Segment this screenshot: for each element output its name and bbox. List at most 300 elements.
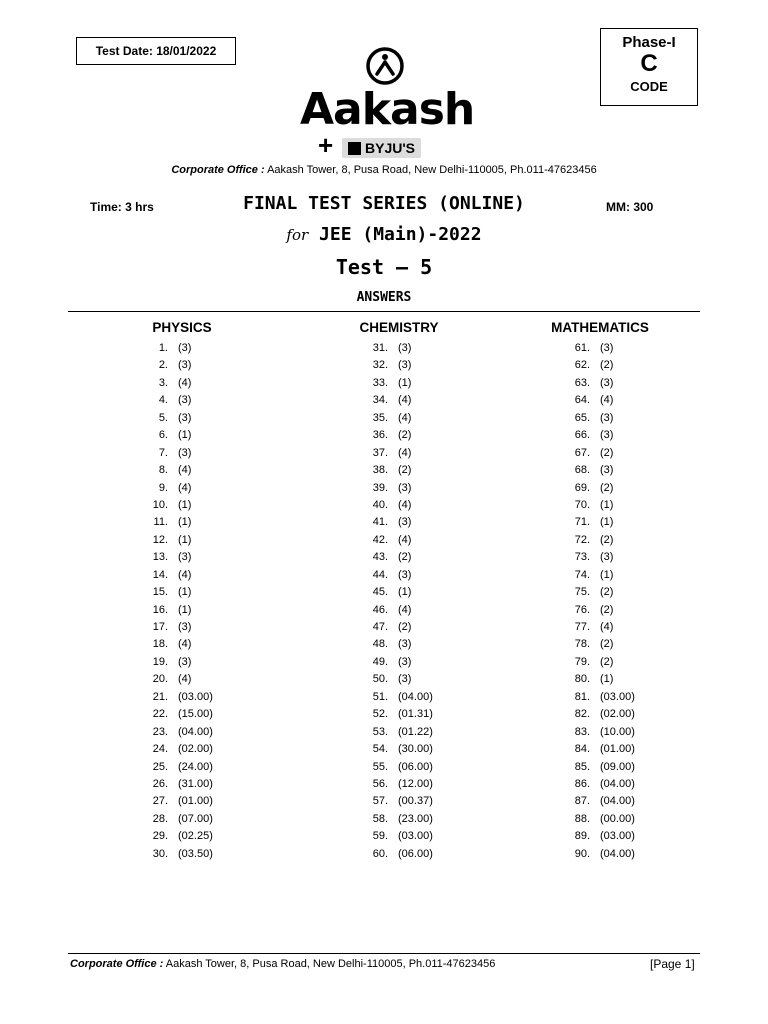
answer-value: (1)	[600, 498, 614, 511]
question-number: 69.	[574, 481, 590, 494]
answer-row	[560, 412, 635, 429]
answer-value: (1)	[178, 586, 192, 599]
answer-value: (4)	[178, 464, 192, 477]
answer-value: (02.00)	[600, 708, 635, 721]
answer-value: (03.00)	[600, 830, 635, 843]
answer-value: (04.00)	[178, 725, 213, 738]
byjus-label: BYJU'S	[365, 140, 416, 156]
answer-row	[138, 743, 213, 760]
answer-value: (1)	[600, 673, 614, 686]
question-number: 82.	[574, 708, 590, 721]
code-label: CODE	[630, 79, 668, 94]
section-title-mathematics: MATHEMATICS	[551, 320, 649, 335]
question-number: 62.	[574, 359, 590, 372]
answer-row	[138, 429, 213, 446]
answer-row	[138, 464, 213, 481]
answer-row	[358, 429, 433, 446]
answer-value: (4)	[398, 498, 412, 511]
answer-row	[358, 726, 433, 743]
answer-value: (10.00)	[600, 725, 635, 738]
answer-value: (3)	[600, 429, 614, 442]
answer-value: (2)	[600, 533, 614, 546]
answer-row	[560, 569, 635, 586]
answer-row	[560, 359, 635, 376]
answer-row	[138, 359, 213, 376]
answer-value: (2)	[398, 621, 412, 633]
answer-row	[358, 342, 433, 359]
answer-value: (1)	[398, 376, 412, 389]
bottom-divider	[68, 953, 700, 954]
answer-row	[560, 638, 635, 655]
question-number: 31.	[372, 342, 388, 354]
footer-corporate-address: Aakash Tower, 8, Pusa Road, New Delhi-110005, Ph.011-47623456	[163, 958, 496, 970]
question-number: 64.	[574, 394, 590, 407]
answer-value: (09.00)	[600, 760, 635, 773]
question-number: 81.	[574, 690, 590, 703]
answer-value: (4)	[178, 638, 192, 651]
time-label: Time: 3 hrs	[90, 200, 154, 214]
question-number: 28.	[152, 812, 168, 825]
question-number: 22.	[152, 708, 168, 721]
answer-row	[358, 516, 433, 533]
question-number: 26.	[152, 777, 168, 790]
answer-row	[358, 691, 433, 708]
answer-row	[560, 778, 635, 795]
answer-row	[138, 778, 213, 795]
answer-value: (3)	[398, 655, 412, 668]
question-number: 18.	[152, 638, 168, 651]
answer-row	[560, 464, 635, 481]
code-box	[600, 28, 698, 106]
section-title-chemistry: CHEMISTRY	[359, 320, 439, 335]
question-number: 1.	[158, 342, 168, 354]
answer-value: (3)	[178, 551, 192, 564]
answer-row	[560, 604, 635, 621]
question-number: 6.	[158, 429, 168, 442]
for-label: for	[286, 226, 309, 244]
answer-row	[358, 551, 433, 568]
question-number: 67.	[574, 446, 590, 459]
answer-row	[138, 586, 213, 603]
answer-row	[138, 499, 213, 516]
question-number: 58.	[372, 812, 388, 825]
answer-row	[560, 429, 635, 446]
answer-value: (3)	[398, 481, 412, 494]
answer-row	[358, 761, 433, 778]
answer-row	[138, 342, 213, 359]
question-number: 53.	[372, 725, 388, 738]
answer-value: (01.31)	[398, 708, 433, 721]
answer-value: (24.00)	[178, 760, 213, 773]
question-number: 23.	[152, 725, 168, 738]
answer-value: (2)	[600, 655, 614, 668]
answer-row	[358, 638, 433, 655]
question-number: 43.	[372, 551, 388, 564]
byjus-badge	[342, 138, 421, 158]
answer-value: (3)	[600, 464, 614, 477]
answer-value: (2)	[600, 586, 614, 599]
answer-value: (30.00)	[398, 743, 433, 756]
answer-value: (3)	[178, 394, 192, 407]
question-number: 10.	[152, 498, 168, 511]
answer-row	[358, 482, 433, 499]
answer-value: (2)	[600, 359, 614, 372]
question-number: 32.	[372, 359, 388, 372]
question-number: 88.	[574, 812, 590, 825]
question-number: 40.	[372, 498, 388, 511]
exam-name: JEE (Main)-2022	[319, 224, 482, 245]
answer-value: (4)	[600, 394, 614, 407]
question-number: 8.	[158, 464, 168, 477]
question-number: 36.	[372, 429, 388, 442]
answer-row	[138, 394, 213, 411]
question-number: 38.	[372, 464, 388, 477]
answer-value: (4)	[600, 621, 614, 633]
question-number: 75.	[574, 586, 590, 599]
answer-column-physics	[138, 342, 213, 865]
answer-value: (4)	[398, 411, 412, 424]
series-title: FINAL TEST SERIES (ONLINE)	[243, 193, 525, 214]
answer-value: (01.00)	[178, 795, 213, 808]
aakash-logo	[300, 46, 475, 162]
answer-row	[358, 830, 433, 847]
answer-row	[358, 586, 433, 603]
question-number: 11.	[153, 516, 168, 529]
section-title-physics: PHYSICS	[152, 320, 212, 335]
answer-row	[138, 708, 213, 725]
answer-row	[560, 482, 635, 499]
answer-row	[358, 743, 433, 760]
question-number: 44.	[372, 568, 388, 581]
question-number: 46.	[372, 603, 388, 616]
answer-value: (15.00)	[178, 708, 213, 721]
question-number: 9.	[158, 481, 168, 494]
question-number: 87.	[574, 795, 590, 808]
answer-value: (1)	[600, 516, 614, 529]
footer-corporate-label: Corporate Office :	[70, 958, 164, 970]
answer-row	[560, 377, 635, 394]
answer-row	[358, 394, 433, 411]
answer-value: (04.00)	[600, 777, 635, 790]
question-number: 7.	[158, 446, 168, 459]
answer-row	[138, 813, 213, 830]
question-number: 65.	[574, 411, 590, 424]
question-number: 21.	[152, 690, 168, 703]
answer-value: (01.00)	[600, 743, 635, 756]
corporate-office-address: Aakash Tower, 8, Pusa Road, New Delhi-110005, Ph.011-47623456	[264, 164, 597, 176]
question-number: 25.	[152, 760, 168, 773]
answer-row	[358, 499, 433, 516]
question-number: 5.	[158, 411, 168, 424]
answer-row	[560, 656, 635, 673]
answer-value: (2)	[600, 603, 614, 616]
answer-row	[560, 673, 635, 690]
page-number: [Page 1]	[650, 957, 695, 971]
answer-row	[560, 534, 635, 551]
question-number: 90.	[574, 847, 590, 860]
answer-row	[358, 359, 433, 376]
answer-row	[560, 586, 635, 603]
answer-value: (03.00)	[398, 830, 433, 843]
question-number: 59.	[372, 830, 388, 843]
answer-row	[358, 795, 433, 812]
answer-row	[138, 761, 213, 778]
question-number: 83.	[574, 725, 590, 738]
answer-row	[138, 534, 213, 551]
corporate-office-header	[0, 164, 768, 176]
question-number: 2.	[158, 359, 168, 372]
question-number: 89.	[574, 830, 590, 843]
question-number: 4.	[158, 394, 168, 407]
answer-row	[138, 412, 213, 429]
top-divider	[68, 311, 700, 312]
answer-value: (2)	[600, 446, 614, 459]
aakash-emblem-icon	[365, 46, 405, 86]
answer-value: (1)	[178, 516, 192, 529]
question-number: 33.	[372, 376, 388, 389]
question-number: 12.	[152, 533, 168, 546]
answer-value: (4)	[398, 603, 412, 616]
question-number: 71.	[574, 516, 590, 529]
answer-row	[138, 621, 213, 638]
answer-value: (1)	[178, 429, 192, 442]
exam-title	[0, 224, 768, 245]
question-number: 27.	[152, 795, 168, 808]
answer-row	[358, 464, 433, 481]
question-number: 51.	[372, 690, 388, 703]
answer-row	[560, 621, 635, 638]
answer-value: (12.00)	[398, 777, 433, 790]
question-number: 63.	[574, 376, 590, 389]
question-number: 57.	[372, 795, 388, 808]
answer-row	[560, 708, 635, 725]
answer-value: (3)	[178, 359, 192, 372]
answer-value: (03.50)	[178, 847, 213, 860]
question-number: 42.	[372, 533, 388, 546]
answer-value: (3)	[178, 655, 192, 668]
answer-value: (03.00)	[178, 690, 213, 703]
answer-value: (03.00)	[600, 690, 635, 703]
answer-value: (4)	[178, 568, 192, 581]
answer-row	[560, 848, 635, 865]
question-number: 37.	[372, 446, 388, 459]
answer-row	[138, 848, 213, 865]
answer-row	[358, 656, 433, 673]
answer-row	[138, 516, 213, 533]
question-number: 76.	[574, 603, 590, 616]
answer-row	[358, 848, 433, 865]
answer-value: (1)	[178, 498, 192, 511]
phase-label: Phase-I	[622, 34, 676, 51]
question-number: 56.	[372, 777, 388, 790]
answer-value: (3)	[600, 342, 614, 354]
answer-value: (31.00)	[178, 777, 213, 790]
answer-value: (3)	[178, 446, 192, 459]
answer-value: (06.00)	[398, 847, 433, 860]
question-number: 54.	[372, 743, 388, 756]
answer-value: (3)	[398, 342, 412, 354]
answer-row	[560, 691, 635, 708]
answer-row	[560, 499, 635, 516]
question-number: 13.	[152, 551, 168, 564]
answer-row	[138, 377, 213, 394]
corporate-office-label: Corporate Office :	[171, 164, 265, 176]
test-date: Test Date: 18/01/2022	[76, 37, 236, 65]
question-number: 29.	[152, 830, 168, 843]
answer-value: (2)	[398, 464, 412, 477]
answer-row	[358, 569, 433, 586]
answer-row	[358, 377, 433, 394]
answer-row	[138, 569, 213, 586]
answer-row	[358, 447, 433, 464]
answer-value: (4)	[178, 481, 192, 494]
answer-value: (3)	[398, 638, 412, 651]
answer-column-mathematics	[560, 342, 635, 865]
test-title: Test – 5	[335, 255, 433, 279]
answer-value: (3)	[178, 411, 192, 424]
question-number: 34.	[372, 394, 388, 407]
answer-value: (00.37)	[398, 795, 433, 808]
answer-value: (2)	[600, 638, 614, 651]
code-letter: C	[640, 50, 658, 77]
answer-row	[358, 708, 433, 725]
answer-row	[560, 551, 635, 568]
answers-heading: ANSWERS	[356, 290, 412, 305]
max-marks-label: MM: 300	[606, 200, 654, 214]
byjus-square-icon	[348, 142, 361, 155]
answer-value: (07.00)	[178, 812, 213, 825]
answer-value: (3)	[600, 551, 614, 564]
answer-value: (1)	[398, 586, 412, 599]
answer-value: (3)	[398, 673, 412, 686]
answer-row	[138, 482, 213, 499]
answer-value: (04.00)	[600, 795, 635, 808]
question-number: 35.	[372, 411, 388, 424]
logo-wordmark: Aakash	[300, 84, 475, 135]
answer-row	[138, 551, 213, 568]
question-number: 49.	[372, 655, 388, 668]
answer-value: (02.25)	[178, 830, 213, 843]
answer-row	[560, 795, 635, 812]
answer-row	[138, 638, 213, 655]
answer-value: (3)	[178, 621, 192, 633]
answer-row	[560, 394, 635, 411]
answer-value: (4)	[178, 376, 192, 389]
question-number: 78.	[574, 638, 590, 651]
answer-row	[358, 534, 433, 551]
question-number: 3.	[158, 376, 168, 389]
answer-row	[560, 813, 635, 830]
answer-row	[358, 412, 433, 429]
answer-row	[560, 447, 635, 464]
question-number: 47.	[372, 621, 388, 633]
answer-row	[138, 604, 213, 621]
question-number: 68.	[574, 464, 590, 477]
question-number: 41.	[372, 516, 388, 529]
answer-value: (3)	[398, 516, 412, 529]
question-number: 74.	[574, 568, 590, 581]
answer-value: (2)	[600, 481, 614, 494]
answer-row	[358, 604, 433, 621]
answer-value: (1)	[600, 568, 614, 581]
answer-row	[560, 830, 635, 847]
answer-value: (00.00)	[600, 812, 635, 825]
question-number: 50.	[372, 673, 388, 686]
question-number: 14.	[152, 568, 168, 581]
answer-value: (23.00)	[398, 812, 433, 825]
answer-value: (4)	[398, 446, 412, 459]
answer-row	[138, 795, 213, 812]
question-number: 85.	[574, 760, 590, 773]
question-number: 73.	[574, 551, 590, 564]
answer-row	[138, 447, 213, 464]
answer-value: (3)	[398, 568, 412, 581]
answer-value: (1)	[178, 533, 192, 546]
answer-value: (4)	[398, 394, 412, 407]
answer-value: (04.00)	[600, 847, 635, 860]
answer-value: (2)	[398, 551, 412, 564]
answer-row	[138, 691, 213, 708]
question-number: 66.	[574, 429, 590, 442]
answer-row	[560, 743, 635, 760]
question-number: 77.	[574, 621, 590, 633]
answer-row	[560, 761, 635, 778]
answer-row	[560, 342, 635, 359]
question-number: 70.	[574, 498, 590, 511]
answer-value: (06.00)	[398, 760, 433, 773]
question-number: 84.	[574, 743, 590, 756]
question-number: 20.	[152, 673, 168, 686]
question-number: 15.	[152, 586, 168, 599]
answer-row	[138, 830, 213, 847]
question-number: 72.	[574, 533, 590, 546]
question-number: 79.	[574, 655, 590, 668]
question-number: 60.	[372, 847, 388, 860]
answer-row	[358, 813, 433, 830]
answer-row	[560, 726, 635, 743]
logo-plus: +	[318, 130, 334, 160]
answer-column-chemistry	[358, 342, 433, 865]
answer-value: (3)	[178, 342, 192, 354]
answer-row	[138, 726, 213, 743]
answer-row	[138, 673, 213, 690]
answer-row	[358, 778, 433, 795]
answer-row	[358, 673, 433, 690]
question-number: 86.	[574, 777, 590, 790]
answer-value: (02.00)	[178, 743, 213, 756]
question-number: 55.	[372, 760, 388, 773]
answer-value: (04.00)	[398, 690, 433, 703]
question-number: 80.	[574, 673, 590, 686]
question-number: 48.	[372, 638, 388, 651]
answer-value: (3)	[398, 359, 412, 372]
question-number: 30.	[152, 847, 168, 860]
question-number: 45.	[372, 586, 388, 599]
answer-value: (4)	[398, 533, 412, 546]
answer-value: (3)	[600, 376, 614, 389]
question-number: 19.	[152, 655, 168, 668]
answer-row	[138, 656, 213, 673]
answer-value: (01.22)	[398, 725, 433, 738]
question-number: 17.	[152, 621, 168, 633]
answer-value: (1)	[178, 603, 192, 616]
answer-value: (3)	[600, 411, 614, 424]
question-number: 61.	[574, 342, 590, 354]
question-number: 52.	[372, 708, 388, 721]
answer-value: (4)	[178, 673, 192, 686]
answer-row	[560, 516, 635, 533]
question-number: 24.	[152, 743, 168, 756]
